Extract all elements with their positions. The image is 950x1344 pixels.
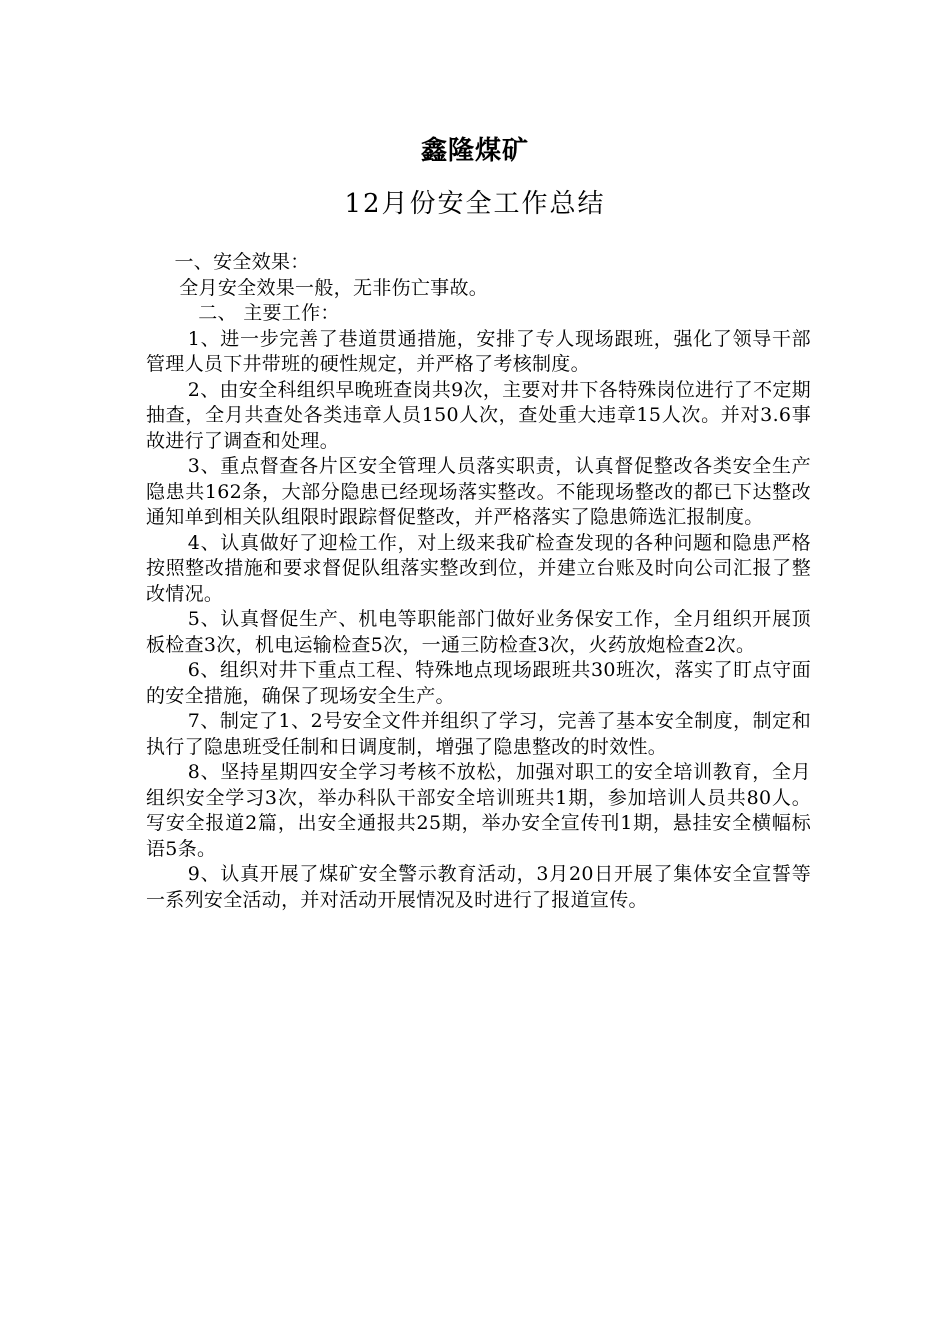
document-body: [146, 250, 811, 913]
work-item-4: 4、认真做好了迎检工作，对上级来我矿检查发现的各种问题和隐患严格按照整改措施和要求督促队组落实整改到位，并建立台账及时向公司汇报了整改情况。: [146, 531, 811, 605]
work-item-9: 9、认真开展了煤矿安全警示教育活动，3月20日开展了集体安全宣誓等一系列安全活动，并对活动开展情况及时进行了报道宣传。: [146, 863, 811, 911]
section-heading-main-work: 二、 主要工作：: [198, 302, 340, 324]
document-subtitle: 12月份安全工作总结: [344, 189, 606, 219]
work-item-3: 3、重点督查各片区安全管理人员落实职责，认真督促整改各类安全生产隐患共162条，大部分隐患已经现场落实整改。不能现场整改的都已下达整改通知单到相关队组限时跟踪督促整改，并严格落实了隐患筛选汇报制度。: [146, 455, 811, 528]
work-item-1: 1、进一步完善了巷道贯通措施，安排了专人现场跟班，强化了领导干部管理人员下井带班的硬性规定，并严格了考核制度。: [146, 327, 811, 375]
section-heading-safety-results: 一、安全效果：: [174, 251, 310, 273]
work-item-5: 5、认真督促生产、机电等职能部门做好业务保安工作，全月组织开展顶板检查3次，机电运输检查5次，一通三防检查3次，火药放炮检查2次。: [146, 608, 811, 656]
work-item-8: 8、坚持星期四安全学习考核不放松，加强对职工的安全培训教育，全月组织安全学习3次，举办科队干部安全培训班共1期，参加培训人员共80人。写安全报道2篇，出安全通报共25期，举办安全宣传刊1期，悬挂安全横幅标语5条。: [146, 761, 811, 860]
document-title: 鑫隆煤矿: [420, 136, 529, 166]
work-item-2: 2、由安全科组织早晚班查岗共9次，主要对井下各特殊岗位进行了不定期抽查，全月共查处各类违章人员150人次，查处重大违章15人次。并对3.6事故进行了调查和处理。: [146, 378, 811, 452]
work-item-7: 7、制定了1、2号安全文件并组织了学习，完善了基本安全制度，制定和执行了隐患班受任制和日调度制，增强了隐患整改的时效性。: [146, 710, 811, 758]
safety-results-text: 全月安全效果一般，无非伤亡事故。: [179, 276, 489, 299]
work-item-6: 6、组织对井下重点工程、特殊地点现场跟班共30班次，落实了盯点守面的安全措施，确保了现场安全生产。: [146, 659, 811, 707]
